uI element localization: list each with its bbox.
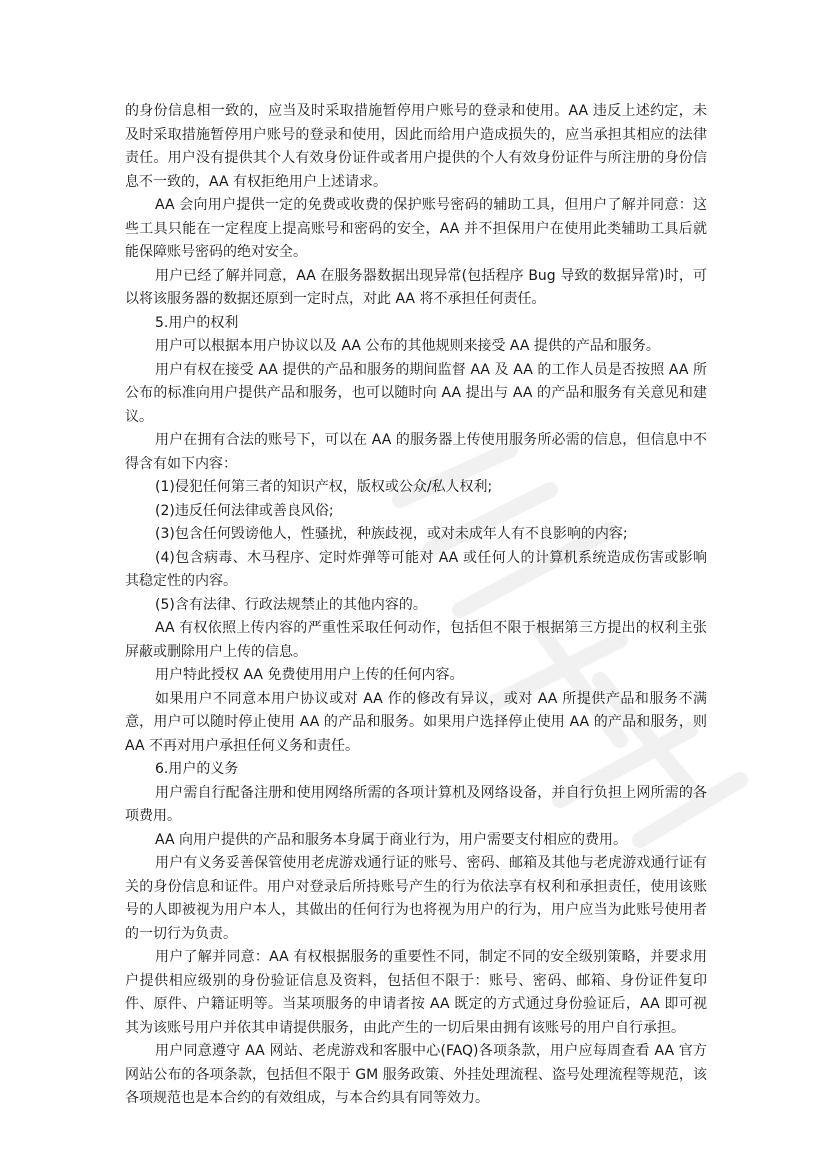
paragraph-fees: AA 向用户提供的产品和服务本身属于商业行为，用户需要支付相应的费用。 bbox=[155, 831, 627, 848]
list-item-prohibited-5: (5)含有法律、行政法规禁止的其他内容的。 bbox=[155, 596, 427, 613]
list-item-prohibited-2: (2)违反任何法律或善良风俗; bbox=[155, 502, 334, 519]
paragraph-upload-info: 用户在拥有合法的账号下，可以在 AA 的服务器上传使用服务所必需的信息，但信息中不得含有如下内容： bbox=[125, 432, 707, 472]
paragraph-identity-consistency: 的身份信息相一致的，应当及时采取措施暂停用户账号的登录和使用。AA 违反上述约定，未及时采取措施暂停用户账号的登录和使用，因此而给用户造成损失的，应当承担其相应的法律责任。用户没有提供其个人有效身份证件或者用户提供的个人有效身份证件与所注册的身份信息不一致的，AA 有权拒绝用户上述请求。 bbox=[125, 103, 707, 190]
paragraph-safekeeping: 用户有义务妥善保管使用老虎游戏通行证的账号、密码、邮箱及其他与老虎游戏通行证有关的身份信息和证件。用户对登录后所持账号产生的行为依法享有权利和承担责任，使用该账号的人即被视为用户本人，其做出的任何行为也将视为用户的行为，用户应当为此账号使用者的一切行为负责。 bbox=[125, 855, 707, 942]
paragraph-license-grant: 用户特此授权 AA 免费使用用户上传的任何内容。 bbox=[155, 667, 464, 683]
paragraph-stop-using: 如果用户不同意本用户协议或对 AA 作的修改有异议，或对 AA 所提供产品和服务不满意，用户可以随时停止使用 AA 的产品和服务。如果用户选择停止使用 AA 的产品和服务，则 AA 不再对用户承担任何义务和责任。 bbox=[125, 690, 707, 754]
section-heading-user-obligations: 6.用户的义务 bbox=[155, 761, 239, 777]
list-item-prohibited-1: (1)侵犯任何第三者的知识产权，版权或公众/私人权利; bbox=[155, 479, 493, 495]
paragraph-equipment: 用户需自行配备注册和使用网络所需的各项计算机及网络设备，并自行负担上网所需的各项费用。 bbox=[125, 784, 707, 824]
paragraph-supervise: 用户有权在接受 AA 提供的产品和服务的期间监督 AA 及 AA 的工作人员是否按照 AA 所公布的标准向用户提供产品和服务，也可以随时向 AA 提出与 AA 的产品和服务有关意见和建议。 bbox=[125, 361, 707, 425]
paragraph-security-levels: 用户了解并同意：AA 有权根据服务的重要性不同，制定不同的安全级别策略，并要求用户提供相应级别的身份验证信息及资料，包括但不限于：账号、密码、邮箱、身份证件复印件、原件、户籍证明等。当某项服务的申请者按 AA 既定的方式通过身份验证后，AA 即可视其为该账号用户并依其申请提供服务，由此产生的一切后果由拥有该账号的用户自行承担。 bbox=[125, 949, 707, 1036]
paragraph-password-tools: AA 会向用户提供一定的免费或收费的保护账号密码的辅助工具，但用户了解并同意：这些工具只能在一定程度上提高账号和密码的安全，AA 并不担保用户在使用此类辅助工具后就能保障账号密码的绝对安全。 bbox=[125, 197, 707, 260]
list-item-prohibited-3: (3)包含任何毁谤他人，性骚扰，种族歧视，或对未成年人有不良影响的内容; bbox=[155, 526, 628, 542]
paragraph-accept-services: 用户可以根据本用户协议以及 AA 公布的其他规则来接受 AA 提供的产品和服务。 bbox=[155, 338, 660, 354]
list-item-prohibited-4: (4)包含病毒、木马程序、定时炸弹等可能对 AA 或任何人的计算机系统造成伤害或影响其稳定性的内容。 bbox=[125, 549, 707, 589]
section-heading-user-rights: 5.用户的权利 bbox=[155, 314, 239, 331]
paragraph-data-restore: 用户已经了解并同意，AA 在服务器数据出现异常(包括程序 Bug 导致的数据异常)时，可以将该服务器的数据还原到一定时点，对此 AA 将不承担任何责任。 bbox=[125, 267, 707, 307]
document-body bbox=[125, 100, 707, 1111]
paragraph-content-action: AA 有权依照上传内容的严重性采取任何动作，包括但不限于根据第三方提出的权利主张屏蔽或删除用户上传的信息。 bbox=[125, 620, 707, 660]
paragraph-terms-compliance: 用户同意遵守 AA 网站、老虎游戏和客服中心(FAQ)各项条款，用户应每周查看 AA 官方网站公布的各项条款，包括但不限于 GM 服务政策、外挂处理流程、盗号处理流程等规范，该各项规范也是本合约的有效组成，与本合约具有同等效力。 bbox=[125, 1043, 707, 1106]
